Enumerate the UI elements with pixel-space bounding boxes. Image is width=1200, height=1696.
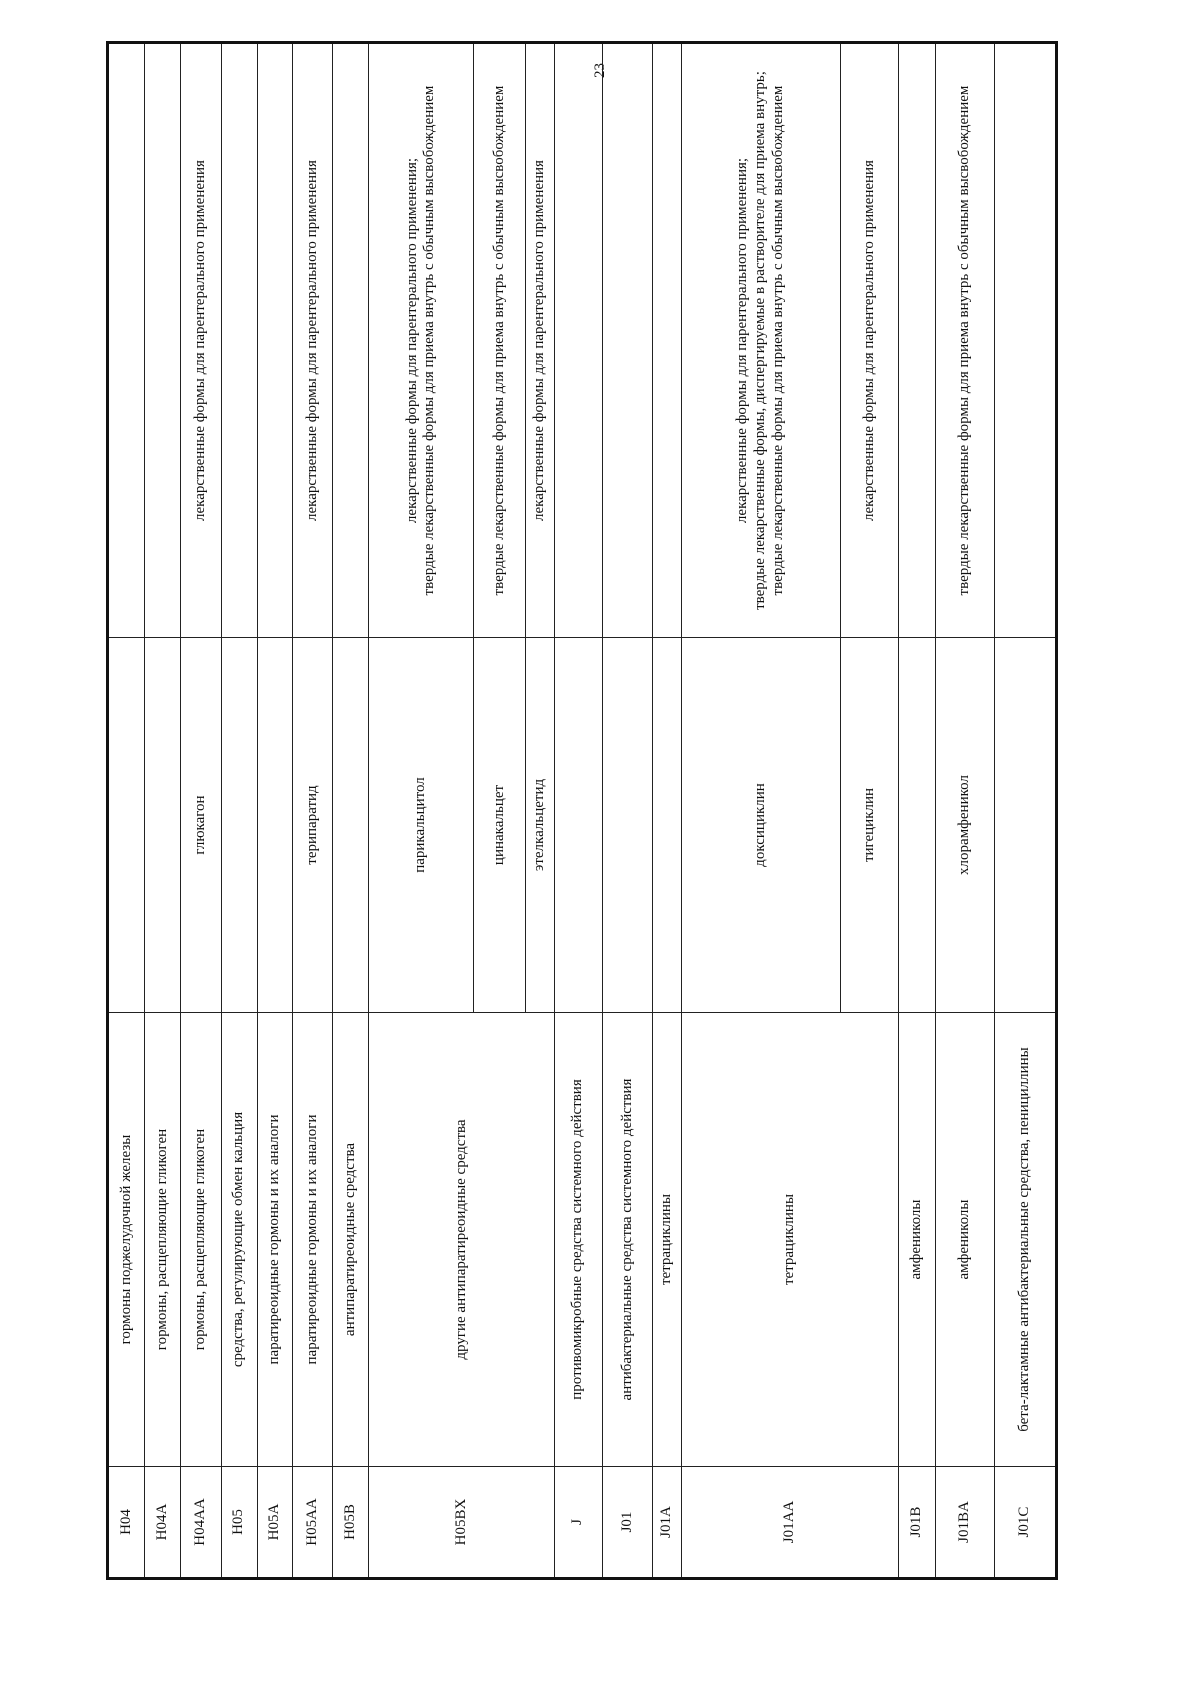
group-name: антипаратиреоидные средства [332,1013,368,1467]
table-row [257,43,292,1579]
dosage-forms [145,43,180,638]
atc-code: J [554,1467,602,1579]
dosage-form-line: твердые лекарственные формы для приема внутрь с обычным высвобождением [490,85,507,596]
dosage-forms [525,43,554,638]
atc-code: H04AA [180,1467,221,1579]
dosage-forms [681,43,840,638]
dosage-forms [293,43,333,638]
drug-name [145,638,180,1013]
dosage-forms [180,43,221,638]
group-name: гормоны поджелудочной железы [108,1013,145,1467]
atc-code: J01 [602,1467,652,1579]
drug-name [108,638,145,1013]
drug-name [332,638,368,1013]
dosage-form-line: лекарственные формы для парентерального применения; [403,157,420,524]
atc-code: J01C [994,1467,1056,1579]
atc-drug-table [106,41,1058,1580]
dosage-forms [332,43,368,638]
drug-name: глюкагон [180,638,221,1013]
drug-name [899,638,935,1013]
group-name: тетрациклины [681,1013,898,1467]
drug-name: парикальцитол [369,638,474,1013]
dosage-forms [653,43,682,638]
group-name: антибактериальные средства системного действия [602,1013,652,1467]
table-row [681,43,840,1579]
drug-name: доксициклин [681,638,840,1013]
group-name: амфениколы [899,1013,935,1467]
dosage-forms [369,43,474,638]
dosage-forms [108,43,145,638]
dosage-forms [840,43,899,638]
atc-code: H05BX [369,1467,554,1579]
table-row [554,43,602,1579]
table-row [994,43,1056,1579]
table-row [935,43,994,1579]
atc-code: H04A [145,1467,180,1579]
dosage-forms [257,43,292,638]
dosage-form-line: твердые лекарственные формы, диспергируемые в растворителе для приема внутрь; [751,71,768,610]
table-row [108,43,145,1579]
group-name: гормоны, расщепляющие гликоген [180,1013,221,1467]
drug-name [554,638,602,1013]
group-name: амфениколы [935,1013,994,1467]
dosage-forms [602,43,652,638]
table-row [653,43,682,1579]
table-row [221,43,257,1579]
atc-code: J01AA [681,1467,898,1579]
dosage-form-line: лекарственные формы для парентерального применения; [734,157,751,524]
dosage-form-line: твердые лекарственные формы для приема внутрь с обычным высвобождением [769,85,786,596]
drug-name [653,638,682,1013]
dosage-forms [935,43,994,638]
table-row [293,43,333,1579]
dosage-form-line: лекарственные формы для парентерального применения [860,160,877,521]
group-name: паратиреоидные гормоны и их аналоги [293,1013,333,1467]
table-row [899,43,935,1579]
drug-name [602,638,652,1013]
dosage-form-line: лекарственные формы для парентерального применения [530,160,547,521]
drug-name: тигециклин [840,638,899,1013]
drug-name [221,638,257,1013]
dosage-forms [221,43,257,638]
group-name: гормоны, расщепляющие гликоген [145,1013,180,1467]
drug-name: терипаратид [293,638,333,1013]
group-name: паратиреоидные гормоны и их аналоги [257,1013,292,1467]
drug-name: этелкальцетид [525,638,554,1013]
group-name: тетрациклины [653,1013,682,1467]
dosage-forms [994,43,1056,638]
table-row [145,43,180,1579]
table-row [369,43,474,1579]
dosage-form-line: лекарственные формы для парентерального применения [191,160,208,521]
group-name: противомикробные средства системного действия [554,1013,602,1467]
dosage-form-line: твердые лекарственные формы для приема внутрь с обычным высвобождением [421,85,438,596]
group-name: другие антипаратиреоидные средства [369,1013,554,1467]
table-row [602,43,652,1579]
atc-code: H05 [221,1467,257,1579]
group-name: средства, регулирующие обмен кальция [221,1013,257,1467]
drug-name [994,638,1056,1013]
group-name: бета-лактамные антибактериальные средства, пенициллины [994,1013,1056,1467]
table-container [106,44,1058,1580]
dosage-forms [474,43,525,638]
atc-code: J01B [899,1467,935,1579]
page-number: 23 [591,62,608,78]
atc-code: H05A [257,1467,292,1579]
atc-code: H05B [332,1467,368,1579]
table-row [332,43,368,1579]
dosage-forms [899,43,935,638]
dosage-forms [554,43,602,638]
atc-code: J01BA [935,1467,994,1579]
drug-name: хлорамфеникол [935,638,994,1013]
drug-name: цинакальцет [474,638,525,1013]
table-row [180,43,221,1579]
atc-code: H04 [108,1467,145,1579]
dosage-form-line: лекарственные формы для парентерального применения [303,160,320,521]
atc-code: J01A [653,1467,682,1579]
dosage-form-line: твердые лекарственные формы для приема внутрь с обычным высвобождением [955,85,972,596]
drug-name [257,638,292,1013]
atc-code: H05AA [293,1467,333,1579]
